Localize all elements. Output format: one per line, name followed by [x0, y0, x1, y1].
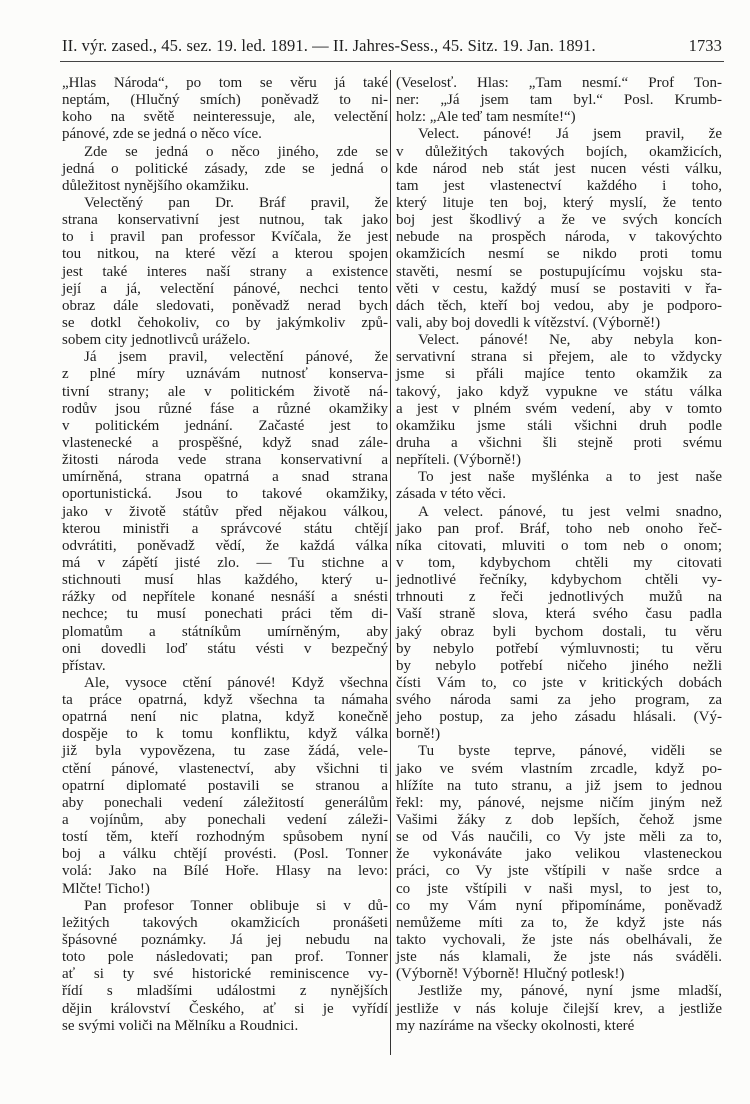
text-line: (Výborně! Výborně! Hlučný potlesk!)	[396, 966, 625, 983]
text-line: a vojínům, aby ponechali vedení záleži-	[62, 812, 388, 829]
text-line: jeho postup, za jeho zásadu hlásali. (Vý-	[396, 709, 722, 726]
text-line: oni dovedli loď státu vésti v bezpečný	[62, 640, 388, 657]
text-line: Mlčte! Ticho!)	[62, 880, 150, 897]
text-line: ležitých takových okamžicích pronášeti	[62, 914, 388, 931]
text-line: odvrátiti, poněvadž vědí, že každá válka	[62, 537, 388, 554]
text-line: špásovné poznámky. Já jej nebudu na	[62, 932, 388, 949]
text-line: A velect. pánové, tu jest velmi snadno,	[418, 503, 722, 520]
text-line: tostí těm, kteří rozhodným spůsobem nyní	[62, 829, 388, 846]
text-line: Tu byste teprve, pánové, viděli se	[418, 743, 722, 760]
text-line: pánové, zde se jedná o něco více.	[62, 126, 262, 143]
text-line: žitosti národa vede strana konservativní a	[62, 452, 388, 469]
text-line: co my Vám nyní připomínáme, poněvadž	[396, 897, 722, 914]
text-line: stichnouti musí hlas každého, který u-	[62, 572, 388, 589]
text-line: dospěje to k tomu konfliktu, když válka	[62, 726, 388, 743]
header-title: II. výr. zased., 45. sez. 19. led. 1891. — II. Jahres-Sess., 45. Sitz. 19. Jan. 1891.	[62, 36, 596, 55]
text-line: servativní strana si přejem, ale to vždycky	[396, 349, 722, 366]
text-line: strana konservativní jest nutnou, tak jako	[62, 212, 388, 229]
text-line: volá: Jako na Bílé Hoře. Hlasy na levo:	[62, 863, 388, 880]
text-line: že vykonáváte jako velikou vlasteneckou	[396, 846, 722, 863]
text-line: důležitost nynějšího okamžiku.	[62, 177, 250, 194]
text-line: svého národa sami za jeho program, za	[396, 692, 722, 709]
paragraph	[62, 675, 388, 898]
text-line: řekl: my, pánové, nejsme ničím jiným než	[396, 794, 722, 811]
text-line: z plné míry uznávám nutnosť konserva-	[62, 366, 388, 383]
text-line: jako pan prof. Bráf, toho neb onoho řeč-	[396, 520, 722, 537]
paragraph	[396, 469, 722, 503]
text-line: rodův jsou různé fáse a různé okamžiky	[62, 400, 388, 417]
text-line: ať si ty své historické reminiscence vy-	[62, 966, 388, 983]
text-line: Velect. pánové! Já jsem pravil, že	[418, 126, 722, 143]
text-line: opatrní diplomaté postavili se stranou a	[62, 777, 388, 794]
paragraph	[62, 349, 388, 675]
text-line: v tom, kdybychom chtěli my citovati	[396, 554, 722, 571]
text-line: již byla vypovězena, tu zase žádá, vele-	[62, 743, 388, 760]
text-line: jedná o politické zásady, zde se jedná o	[62, 160, 388, 177]
text-line: práci, co Vy jste vštípili v naše srdce a	[396, 863, 722, 880]
paragraph	[396, 126, 722, 332]
text-line: v důležitých takových bojích, okamžicích,	[396, 143, 722, 160]
text-line: jako v životě státův před nějakou válkou,	[62, 503, 388, 520]
text-line: kde národ neb stát jest nucen vésti válku,	[396, 160, 722, 177]
text-line: který lituje ten boj, který myslí, že tento	[396, 194, 722, 211]
text-line: v politickém jednání. Začasté jest to	[62, 417, 388, 434]
paragraph	[62, 898, 388, 1035]
header-rule	[60, 61, 724, 62]
paragraph	[396, 983, 722, 1034]
text-line: jednotlivé řečníky, kdybychom chtěli vy-	[396, 572, 722, 589]
text-line: níka citovati, mluviti o tom neb o onom;	[396, 537, 722, 554]
text-line: holz: „Ale teď tam nesmíte!“)	[396, 109, 576, 126]
text-line: Vaší straně slova, která svého času padla	[396, 606, 722, 623]
text-line: boj jest škodlivý a že ve svých koncích	[396, 212, 722, 229]
text-line: plomatům a státníkům umírněným, aby	[62, 623, 388, 640]
text-line: by nebylo potřebí výmluvnosti; tu věru	[396, 640, 722, 657]
text-line: koho na světě neinteressuje, ale, velectění	[62, 109, 388, 126]
text-line: by nebylo potřebí ničeho jiného nežli	[396, 657, 722, 674]
text-line: tivní strany; ale v politickém životě ná-	[62, 383, 388, 400]
paragraph	[62, 75, 388, 144]
text-line: dách těch, kteří boj vedou, aby je podporo-	[396, 297, 722, 314]
paragraph	[62, 144, 388, 195]
text-line: trhnouti z řeči jednotlivých mužů na	[396, 589, 722, 606]
text-line: ta práce opatrná, když všechna ta námaha	[62, 692, 388, 709]
text-line: tou nitkou, na které vězí a kterou spojen	[62, 246, 388, 263]
text-line: to i pravil pan professor Kvíčala, že jest	[62, 229, 388, 246]
text-line: nemůžeme míti za to, že když jste nás	[396, 914, 722, 931]
text-line: stavěti, nesmí se postupujícímu vojsku sta-	[396, 263, 722, 280]
text-line: vlastenecké a prospěšné, když snad zále-	[62, 434, 388, 451]
text-line: Vašimi žáky z dob lepších, čehož jsme	[396, 812, 722, 829]
text-line: takový, jako když vypukne ve státu válka	[396, 383, 722, 400]
paragraph	[396, 504, 722, 744]
text-line: jsme si přáli majíce tento okamžik za	[396, 366, 722, 383]
text-line: co jste vštípili v naši mysl, to jest to,	[396, 880, 722, 897]
text-line: nebude na prospěch národa, v takovýchto	[396, 229, 722, 246]
text-line: Ale, vysoce ctění pánové! Když všechna	[84, 674, 388, 691]
text-line: obraz dále sledovati, poněvadž nerad bych	[62, 297, 388, 314]
text-line: Pan profesor Tonner oblibuje si v dů-	[84, 897, 388, 914]
text-line: sobem city jednotlivců urážel​o.	[62, 332, 251, 349]
text-line: „Hlas Národa“, po tom se věru já také	[62, 75, 388, 91]
text-line: neptám, (Hlučný smích) poněvadž to ni-	[62, 92, 388, 109]
text-line: borně!)	[396, 726, 441, 743]
text-line: Velectěný pan Dr. Bráf pravil, že	[84, 194, 388, 211]
column-divider	[390, 70, 391, 1055]
text-line: věti v cestu, každý musí se postaviti v řa-	[396, 280, 722, 297]
text-line: Zde se jedná o něco jiného, zde se	[84, 143, 388, 160]
text-line: okamžicích nesmí se nikdo proti tomu	[396, 246, 722, 263]
text-line: jestliže v nás koluje čilejší krev, a jestliže	[396, 1000, 722, 1017]
text-line: druha a všichni šli stejně proti svému	[396, 434, 722, 451]
text-line: boj a válku chtějí provésti. (Posl. Tonner	[62, 846, 388, 863]
text-line: dějin království Českého, ať si je vyřídí	[62, 1000, 388, 1017]
text-line: nechce; tu musí ponechati práci těm di-	[62, 606, 388, 623]
text-line: se dotkl čehokoliv, co by jakýmkoliv způ-	[62, 314, 388, 331]
text-line: takto vychovali, že jste nás obelhávali, že	[396, 932, 722, 949]
text-line: nepříteli. (Výborně!)	[396, 452, 521, 469]
text-line: aby ponechali vedení záležitostí generálům	[62, 794, 388, 811]
paragraph	[396, 75, 722, 126]
text-line: tam jest vlastenectví každého i toho,	[396, 177, 722, 194]
text-line: To jest naše myšlénka a to jest naše	[418, 469, 722, 486]
right-column	[396, 75, 722, 1035]
text-line: jste nás klamali, že jste nás sváděli.	[396, 949, 722, 966]
left-column	[62, 75, 388, 1035]
text-line: jako ve svém vlastním zrcadle, když po-	[396, 760, 722, 777]
text-line: se svými voliči na Mělníku a Roudnici.	[62, 1017, 299, 1034]
text-line: jest také interes naší strany a existence	[62, 263, 388, 280]
text-line: její a já, velectění pánové, nechci tento	[62, 280, 388, 297]
text-line: kterou ministři a správcové státu chtějí	[62, 520, 388, 537]
text-line: okamžiku jsme stáli všichni druh podle	[396, 417, 722, 434]
text-line: přístav.	[62, 657, 106, 674]
text-line: hlížíte na tuto stranu, a již jsem to jednou	[396, 777, 722, 794]
text-line: ctění pánové, vlastenectví, aby všichni ti	[62, 760, 388, 777]
text-line: opatrná není nic platna, když konečně	[62, 709, 388, 726]
text-line: řídí s mladšími událostmi z nynějších	[62, 983, 388, 1000]
text-line: jaký obraz byli bychom dostali, tu věru	[396, 623, 722, 640]
text-line: (Veselosť. Hlas: „Tam nesmí.“ Prof Ton-	[396, 75, 722, 91]
text-line: čísti Vám to, co jste v kritických dobách	[396, 674, 722, 691]
text-line: ner: „Já jsem tam byl.“ Posl. Krumb-	[396, 92, 722, 109]
text-line: toto pole následovati; pan prof. Tonner	[62, 949, 388, 966]
text-line: se od Vás naučili, co Vy jste měli za to,	[396, 829, 722, 846]
text-line: Jestliže my, pánové, nyní jsme mladší,	[418, 983, 722, 1000]
text-line: a jest v plném svém vedení, aby v tomto	[396, 400, 722, 417]
text-line: Velect. pánové! Ne, aby nebyla kon-	[418, 332, 722, 349]
text-line: my nazíráme na všecky okolnosti, které	[396, 1017, 635, 1034]
page-number: 1733	[688, 36, 722, 55]
text-line: Já jsem pravil, velectění pánové, že	[84, 349, 388, 366]
text-line: rážky od nepřítele konané nesnáší a snésti	[62, 589, 388, 606]
paragraph	[396, 332, 722, 469]
paragraph	[62, 195, 388, 349]
text-line: vali, aby boj dovedli k vítězství. (Výborně!)	[396, 314, 661, 331]
text-line: má v zápětí jisté zlo. — Tu stichne a	[62, 554, 388, 571]
text-line: oportunistická. Jsou to takové okamžiky,	[62, 486, 388, 503]
text-line: umírněná, strana opatrná a snad strana	[62, 469, 388, 486]
running-header	[62, 36, 722, 56]
text-line: zásada v této věci.	[396, 486, 506, 503]
paragraph	[396, 743, 722, 983]
